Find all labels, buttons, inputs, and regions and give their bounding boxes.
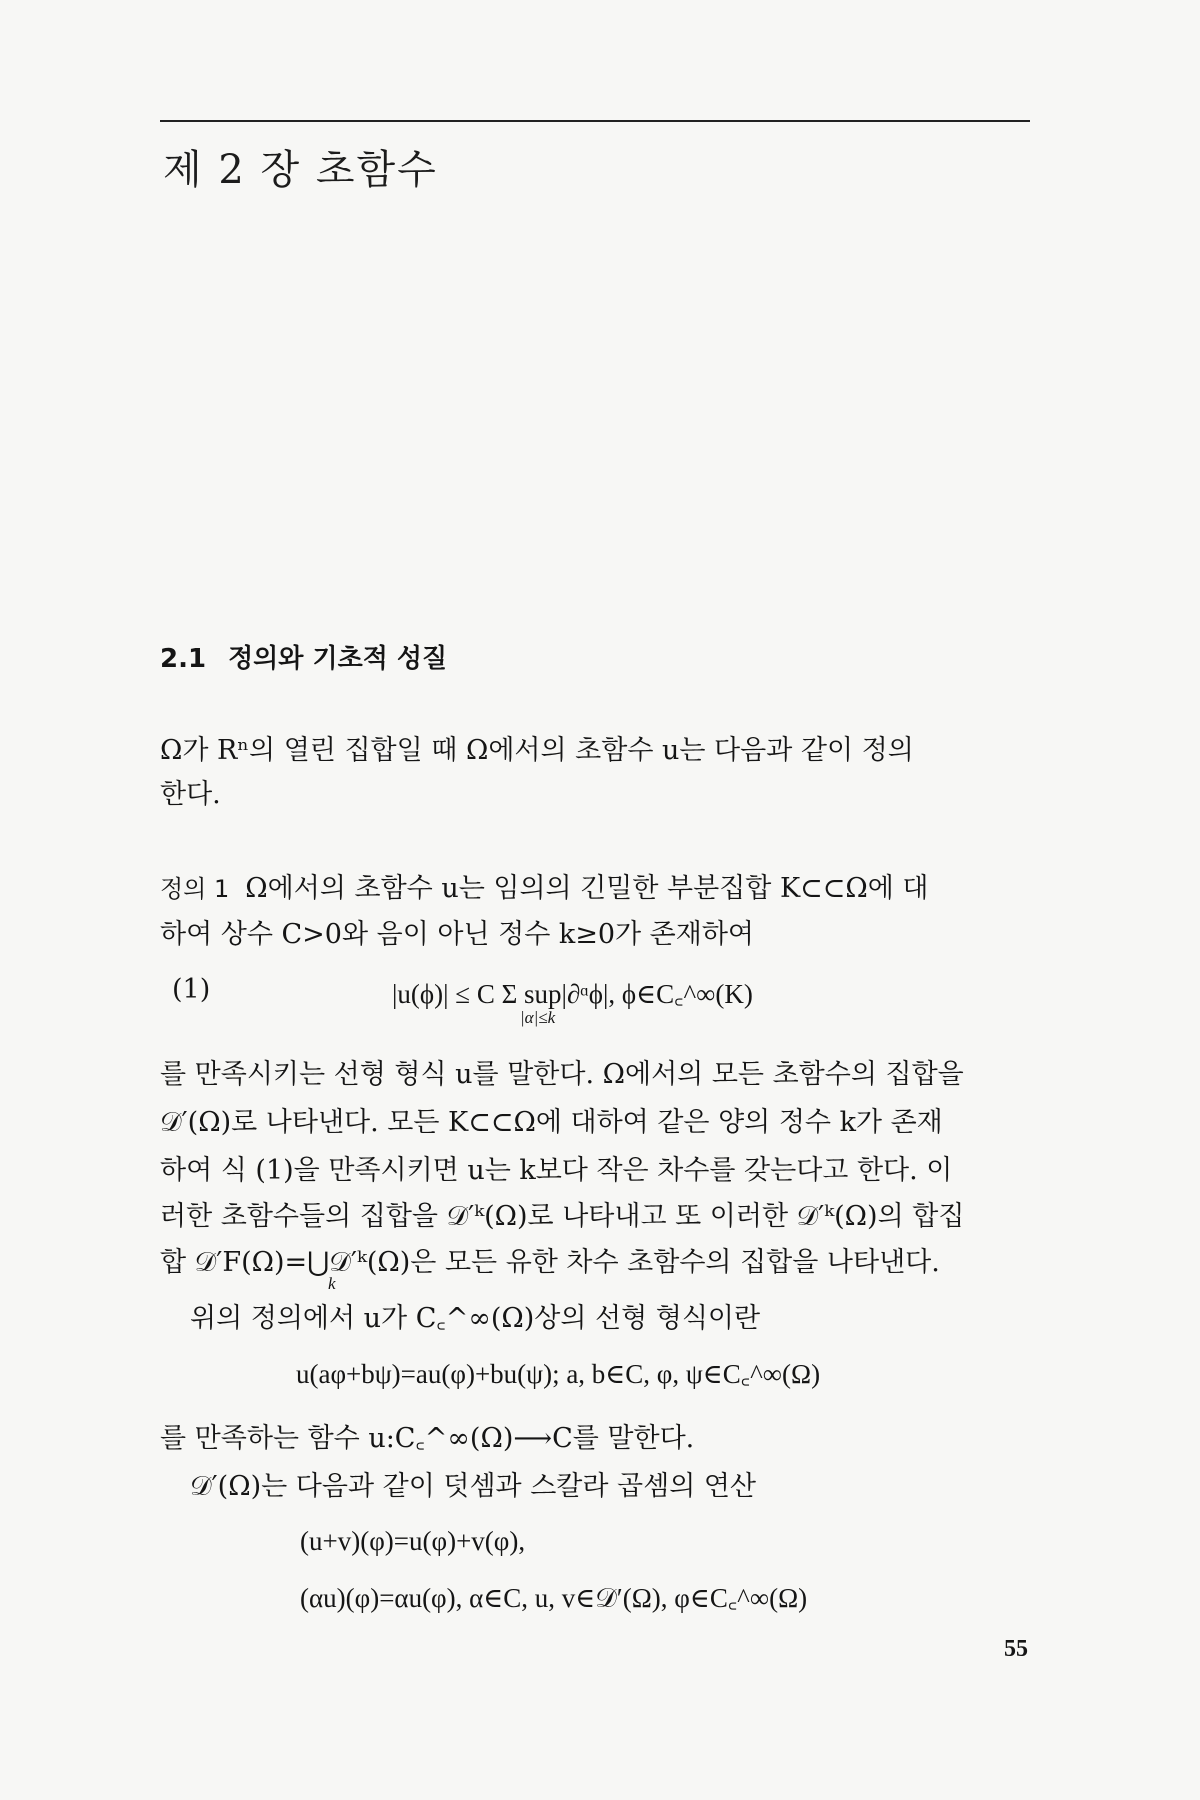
equation-3-line-1: (u+v)(φ)=u(φ)+v(φ),	[300, 1526, 526, 1556]
definition-label: 정의 1	[160, 875, 230, 903]
body-line-6: 위의 정의에서 u가 C꜀^∞(Ω)상의 선형 형식이란	[190, 1303, 761, 1334]
definition-line-1	[160, 866, 1040, 905]
equation-1: |u(ϕ)| ≤ C Σ sup|∂ᵅϕ|, ϕ∈C꜀^∞(K)	[392, 979, 753, 1009]
body-line-2: 𝒟′(Ω)로 나타낸다. 모든 K⊂⊂Ω에 대하여 같은 양의 정수 k가 존재	[160, 1107, 943, 1138]
body-line-5: 합 𝒟′F(Ω)=⋃𝒟′ᵏ(Ω)은 모든 유한 차수 초함수의 집합을 나타낸다.	[160, 1247, 940, 1278]
body-line-4: 러한 초함수들의 집합을 𝒟′ᵏ(Ω)로 나타내고 또 이러한 𝒟′ᵏ(Ω)의 합집	[160, 1201, 965, 1232]
definition-text-1: Ω에서의 초함수 u는 임의의 긴밀한 부분집합 K⊂⊂Ω에 대	[245, 873, 929, 904]
body-line-3: 하여 식 (1)을 만족시키면 u는 k보다 작은 차수를 갖는다고 한다. 이	[160, 1155, 953, 1186]
body-line-1: 를 만족시키는 선형 형식 u를 말한다. Ω에서의 모든 초함수의 집합을	[160, 1059, 964, 1090]
header-rule	[160, 120, 1030, 122]
intro-line-1: Ω가 Rⁿ의 열린 집합일 때 Ω에서의 초함수 u는 다음과 같이 정의	[160, 735, 914, 766]
union-subscript: k	[328, 1274, 336, 1293]
section-title: 정의와 기초적 성질	[228, 644, 448, 674]
definition-line-2: 하여 상수 C>0와 음이 아닌 정수 k≥0가 존재하여	[160, 919, 755, 950]
intro-line-2: 한다.	[160, 779, 221, 810]
equation-1-subscript: |α|≤k	[520, 1008, 556, 1027]
section-heading	[160, 638, 447, 675]
body2-line-1: 를 만족하는 함수 u:C꜀^∞(Ω)⟶C를 말한다.	[160, 1423, 695, 1454]
section-number: 2.1	[160, 644, 207, 674]
equation-1-number: (1)	[172, 974, 211, 1005]
equation-3-line-2: (αu)(φ)=αu(φ), α∈C, u, v∈𝒟′(Ω), φ∈C꜀^∞(Ω)	[300, 1583, 808, 1613]
body2-line-2: 𝒟′(Ω)는 다음과 같이 덧셈과 스칼라 곱셈의 연산	[190, 1471, 757, 1502]
chapter-title: 제 2 장 초함수	[163, 147, 438, 193]
page-number: 55	[1004, 1636, 1028, 1662]
equation-2: u(aφ+bψ)=au(φ)+bu(ψ); a, b∈C, φ, ψ∈C꜀^∞(Ω)	[296, 1359, 821, 1389]
